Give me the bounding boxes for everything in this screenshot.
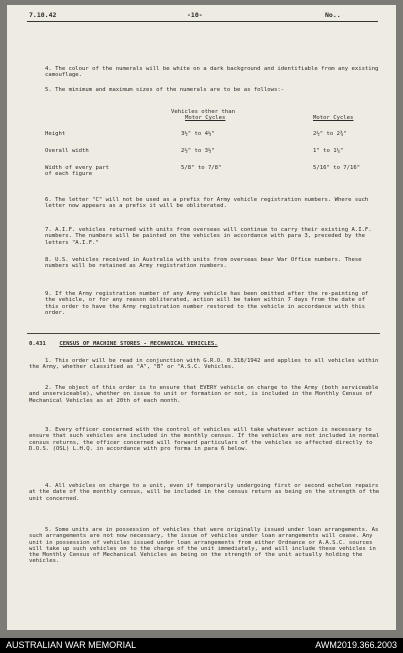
header-rule [27, 21, 378, 22]
census-paragraph-5: 5. Some units are in possession of vehicles that were originally issued under loan arrangements. As such arrangements are not now necessary, the issue of vehicles under loan arrangements will cease. Any unit in possession of vehicles issued under loan arrangements from either Ordnance or A.A.S.C. sources will take up such vehicles on to the charge of the unit immediately, and will include these vehicles in the Monthly Census of Mechanical Vehicles as being on the strength of the unit actually holding the vehicles. [29, 527, 379, 565]
table-cell-motor-cycles: 2½" to 2¾" [313, 131, 347, 137]
table-cell-motor-cycles: 1" to 1¼" [313, 148, 344, 154]
census-paragraph-4: 4. All vehicles on charge to a unit, even if temporarily undergoing first or second echelon repairs at the date of the monthly census, will be included in the census return as being on the strength of the unit concerned. [29, 483, 380, 502]
header-date: 7.10.42 [29, 11, 57, 19]
table-head-motor-cycles: Motor Cycles [185, 115, 226, 121]
document-page [7, 5, 396, 630]
table-head-vehicles: Vehicles other than [171, 109, 235, 115]
header-number: No.. [325, 11, 341, 19]
table-cell-vehicles: 3½" to 4½" [181, 131, 215, 137]
table-cell-vehicles: 5/8" to 7/8" [181, 165, 222, 171]
census-paragraph-2: 2. The object of this order is to ensure that EVERY vehicle on charge to the Army (both serviceable and unserviceable), whether on issue to unit or formation or not, is included in the Monthly Census of Mechanical Vehicles as at 20th of each month. [29, 385, 379, 404]
table-cell-label: Width of every part of each figure [45, 165, 109, 178]
section-divider [27, 333, 380, 334]
section-heading: CENSUS OF MACHINE STORES - MECHANICAL VEHICLES. [59, 341, 218, 347]
archive-footer [0, 638, 403, 653]
section-number: 0.431 [29, 341, 46, 347]
paragraph-4: 4. The colour of the numerals will be white on a dark background and identifiable from any existing camouflage. [45, 66, 379, 79]
table-cell-vehicles: 2½" to 3½" [181, 148, 215, 154]
table-cell-label: Height [45, 131, 66, 137]
table-head-motor-cycles-2: Motor Cycles [313, 115, 354, 121]
census-paragraph-3: 3. Every officer concerned with the control of vehicles will take whatever action is necessary to ensure that such vehicles are included in the monthly census. If the vehicles are not included in normal census returns, the officer concerned will forward particulars of the vehicles so affected directly to D.O.S. (OSL) L.H.Q. in accordance with pro forma in para 6 below. [29, 427, 380, 452]
table-cell-label: Overall width [45, 148, 89, 154]
header-page-number: -10- [187, 11, 203, 19]
page-header [7, 12, 396, 20]
paragraph-7: 7. A.I.F. vehicles returned with units from overseas will continue to carry their existing A.I.F. numbers. The numbers will be painted on the vehicles in accordance with para 3, preceded by the letters "A.I.F." [45, 227, 372, 246]
paragraph-6: 6. The letter "C" will not be used as a prefix for Army vehicle registration numbers. Where such letter now appears as a prefix it will be obliterated. [45, 197, 369, 210]
section-title [29, 341, 218, 347]
paragraph-9: 9. If the Army registration number of any Army vehicle has been omitted after the re-painting of the vehicle, or for any reason obliterated, action will be taken within 7 days from the date of this order to have the Army registration number restored to the vehicle in accordance with this order. [45, 291, 369, 316]
table-cell-motor-cycles: 5/16" to 7/16" [313, 165, 361, 171]
footer-catalogue-id: AWM2019.366.2003 [315, 640, 397, 650]
paragraph-8: 8. U.S. vehicles received in Australia with units from overseas bear War Office numbers. These numbers will be retained as Army registration numbers. [45, 257, 362, 270]
footer-institution: AUSTRALIAN WAR MEMORIAL [6, 640, 137, 650]
paragraph-5: 5. The minimum and maximum sizes of the numerals are to be as follows:- [45, 87, 285, 93]
numeral-size-table [45, 109, 380, 189]
census-paragraph-1: 1. This order will be read in conjunction with G.R.O. 0.318/1942 and applies to all vehicles within the Army, whether classified as "A", "B" or "A.S.C. Vehicles. [29, 358, 379, 371]
